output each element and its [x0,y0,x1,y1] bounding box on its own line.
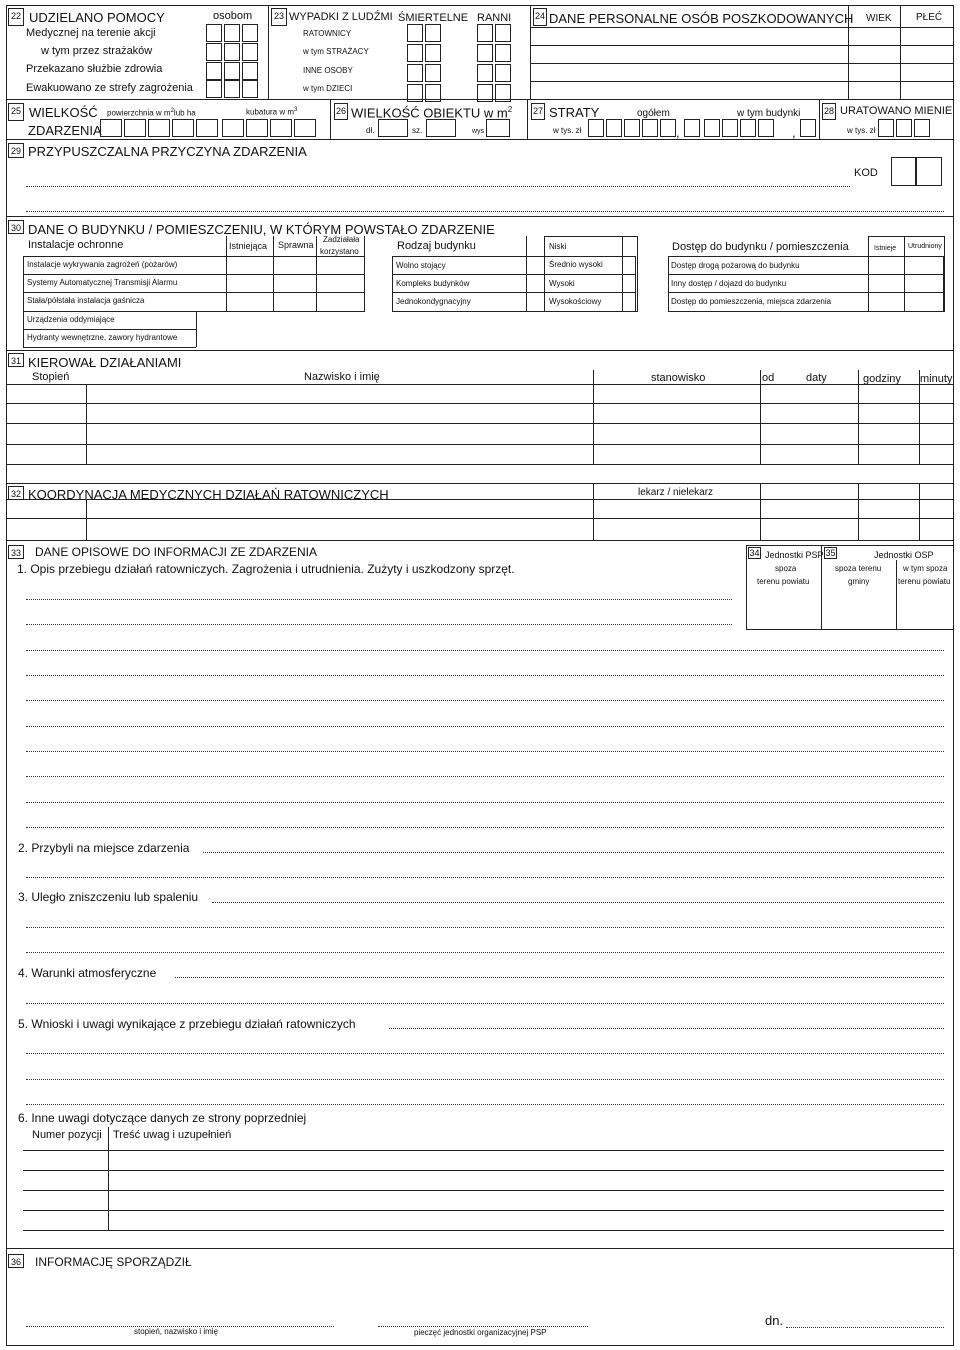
ogolem-label: ogółem [637,108,670,119]
pieczec-label: pieczęć jednostki organizacyjnej PSP [414,1328,547,1337]
section-28-title: URATOWANO MIENIE [840,105,953,117]
przyczyna-line-2[interactable] [26,211,944,212]
row-w-tym-strazakow: w tym przez strażaków [41,45,153,57]
inst-row-4: Urządzenia oddymiające [27,315,115,324]
cells-22-r2[interactable] [206,43,258,61]
s35-gminy: gminy [848,577,870,586]
s35-terenu: terenu powiatu [898,577,951,586]
wys-2: Średnio wysoki [549,260,603,269]
comma-2: , [792,125,796,140]
p4-line-2[interactable] [26,1003,944,1004]
sz-label: sz. [412,126,423,135]
dostep-head: Dostęp do budynku / pomieszczenia [672,241,849,253]
section-23-title: WYPADKI Z LUDŹMI [289,11,393,23]
instalacje-head: Instalacje ochronne [28,239,124,251]
cells-27-ogolem-dec[interactable] [684,119,700,137]
powierzchnia-label: powierzchnia w $m^2lub$ ha [107,108,196,118]
numer-pozycji-head: Numer pozycji [32,1129,102,1141]
dl-label: dł. [366,126,375,135]
section-27-number: 27 [531,103,545,120]
godziny-head: godziny [863,373,901,385]
cells-23-smiertelne[interactable] [407,24,423,102]
wys-label: wys [472,128,485,135]
row-ratownicy: RATOWNICY [303,29,352,38]
p5-line-2[interactable] [26,1053,944,1054]
kod-cell-2[interactable] [916,157,942,186]
wys-4: Wysokościowy [549,297,602,306]
istnieje-label: Istnieje [874,245,897,252]
section-34-number: 34 [749,548,760,558]
daty-head: daty [806,372,827,384]
section-28-number: 28 [822,103,836,120]
section-22-title: UDZIELANO POMOCY [29,10,165,25]
plec-label: PŁEĆ [916,12,943,23]
cells-22-r1[interactable] [206,24,258,42]
section-24-title: DANE PERSONALNE OSÓB POSZKODOWANYCH [549,11,854,26]
cells-25-kub[interactable] [222,119,316,137]
wys-1: Niski [549,242,567,251]
rodzaj-1: Wolno stojący [396,261,446,270]
p1-line-2[interactable] [26,624,732,625]
uratowano-w-tys-label: w tys. zł [847,126,876,135]
dostep-1: Dostęp drogą pożarową do budynku [671,261,800,270]
wiek-label: WIEK [866,13,892,24]
p5-line-3[interactable] [26,1079,944,1080]
section-29-title: PRZYPUSZCZALNA PRZYCZYNA ZDARZENIA [28,144,307,159]
section-36-title: INFORMACJĘ SPORZĄDZIŁ [35,1255,192,1269]
stopien-nazwisko-label: stopień, nazwisko i imię [134,1327,219,1336]
cells-23-smiertelne-b[interactable] [425,24,441,102]
inst-row-2: Systemy Automatycznej Transmisji Alarmu [27,278,178,287]
cells-25-pow[interactable] [100,119,218,137]
section-26-title: WIELKOŚĆ OBIEKTU w $m^2$ [351,105,513,121]
section-31-title: KIEROWAŁ DZIAŁANIAMI [28,355,182,370]
s35-spoza: spoza terenu [835,564,882,573]
s34-terenu: terenu powiatu [757,577,810,586]
dostep-2: Inny dostęp / dojazd do budynku [671,279,787,288]
stanowisko-head: stanowisko [651,372,706,384]
section-33-title: DANE OPISOWE DO INFORMACJI ZE ZDARZENIA [35,545,318,559]
section-33-number: 33 [8,545,24,559]
minuty-head: minuty [920,373,953,385]
section-36-number: 36 [8,1254,24,1268]
p1-line-3[interactable] [26,650,944,651]
p1-line-9[interactable] [26,802,944,803]
sprawna-label: Sprawna [278,240,314,250]
p3-line-3[interactable] [26,952,944,953]
istniejaca-label: Istniejąca [229,241,268,251]
s34-spoza: spoza [775,564,797,573]
row-w-tym-strazacy: w tym STRAŻACY [303,47,369,56]
section-27-title: STRATY [549,105,600,120]
ranni-label: RANNI [477,12,512,24]
row-w-tym-dzieci: w tym DZIECI [303,84,353,93]
dostep-3: Dostęp do pomieszczenia, miejsca zdarzenia [671,297,832,306]
p6-label: 6. Inne uwagi dotyczące danych ze strony poprzedniej [18,1111,307,1125]
section-22-number: 22 [8,8,24,26]
inst-row-1: Instalacje wykrywania zagrożeń (pożarów) [27,260,178,269]
smiertelne-label: ŚMIERTELNE [398,12,469,24]
inst-row-3: Stała/półstała instalacja gaśnicza [27,296,145,305]
s35-wtym: w tym spoza [903,564,948,573]
data-line[interactable] [786,1327,944,1328]
cells-26-wys[interactable] [486,119,510,137]
pieczec-line[interactable] [378,1326,588,1327]
cells-27-budynki[interactable] [704,119,774,137]
section-34-title: Jednostki PSP [765,550,824,560]
cells-26-sz[interactable] [426,119,456,137]
section-35-number: 35 [825,548,836,558]
p4-line-1[interactable] [175,977,944,978]
section-31-number: 31 [8,353,24,367]
rodzaj-3: Jednokondygnacyjny [396,297,471,306]
wys-3: Wysoki [549,279,575,288]
utrudniony-label: Utrudniony [908,243,942,250]
row-przekazano: Przekazano służbie zdrowia [26,63,163,75]
section-24-number: 24 [533,8,547,26]
kod-cell-1[interactable] [891,157,916,186]
p3-line-1[interactable] [212,902,944,903]
stopien-head: Stopień [32,371,70,383]
cells-26-dl[interactable] [378,119,408,137]
p1-label: 1. Opis przebiegu działań ratowniczych. Zagrożenia i utrudnienia. Zużyty i uszkodzony sprzęt. [17,562,515,576]
section-26-number: 26 [334,103,348,120]
straty-w-tys-label: w tys. zł [553,126,582,135]
p3-label: 3. Uległo zniszczeniu lub spaleniu [18,890,199,904]
cells-23-ranni-b[interactable] [495,24,511,102]
cells-23-ranni[interactable] [477,24,493,102]
p1-line-8[interactable] [26,776,944,777]
p1-line-5[interactable] [26,700,944,701]
od-head: od [762,372,775,384]
cells-22-r4[interactable] [206,80,258,98]
kod-label: KOD [854,167,878,179]
section-25-title-1: WIELKOŚĆ [29,105,98,120]
inst-row-5: Hydranty wewnętrzne, zawory hydrantowe [27,333,178,342]
cells-27-ogolem[interactable] [588,119,676,137]
osobom-label: osobom [213,10,253,22]
row-inne-osoby: INNE OSOBY [303,66,353,75]
p3-line-2[interactable] [26,927,944,928]
p2-line-2[interactable] [26,877,944,878]
p1-line-6[interactable] [26,726,944,727]
comma-1: , [676,125,680,140]
p2-label: 2. Przybyli na miejsce zdarzenia [18,841,190,855]
rodzaj-2: Kompleks budynków [396,279,470,288]
p1-line-10[interactable] [26,827,944,828]
cells-22-r3[interactable] [206,62,258,80]
row-ewakuowano: Ewakuowano ze strefy zagrożenia [26,82,193,94]
lekarz-label: lekarz / nielekarz [638,487,714,498]
dn-label: dn. [765,1313,784,1328]
p5-line-4[interactable] [26,1104,944,1105]
section-30-number: 30 [8,220,24,234]
section-25-title-2: ZDARZENIA [28,123,102,138]
section-32-title: KOORDYNACJA MEDYCZNYCH DZIAŁAŃ RATOWNICZYCH [28,487,389,502]
section-35-title: Jednostki OSP [874,550,934,560]
section-32-number: 32 [8,486,24,500]
cells-27-budynki-dec[interactable] [800,119,816,137]
przyczyna-line-1[interactable] [26,186,850,187]
cells-28[interactable] [878,119,930,137]
w-tym-budynki-label: w tym budynki [737,108,801,119]
rodzaj-budynku-head: Rodzaj budynku [397,240,476,252]
p2-line-1[interactable] [203,852,944,853]
nazwisko-head: Nazwisko i imię [304,371,380,383]
section-25-number: 25 [8,103,24,121]
kubatura-label: kubatura w $m^3$ [246,107,298,117]
korzystano-label: korzystano [320,247,359,256]
p5-label: 5. Wnioski i uwagi wynikające z przebiegu działań ratowniczych [18,1017,356,1031]
section-23-number: 23 [271,8,287,26]
p1-line-1[interactable] [26,599,732,600]
section-30-title: DANE O BUDYNKU / POMIESZCZENIU, W KTÓRYM POWSTAŁO ZDARZENIE [28,222,495,237]
zadzialala-label: Zadziałała [323,235,360,244]
p5-line-1[interactable] [389,1028,944,1029]
tresc-uwag-head: Treść uwag i uzupełnień [113,1129,232,1141]
p4-label: 4. Warunki atmosferyczne [18,966,157,980]
section-29-number: 29 [8,143,24,158]
p1-line-4[interactable] [26,675,944,676]
p1-line-7[interactable] [26,751,944,752]
row-medycznej: Medycznej na terenie akcji [26,27,156,39]
